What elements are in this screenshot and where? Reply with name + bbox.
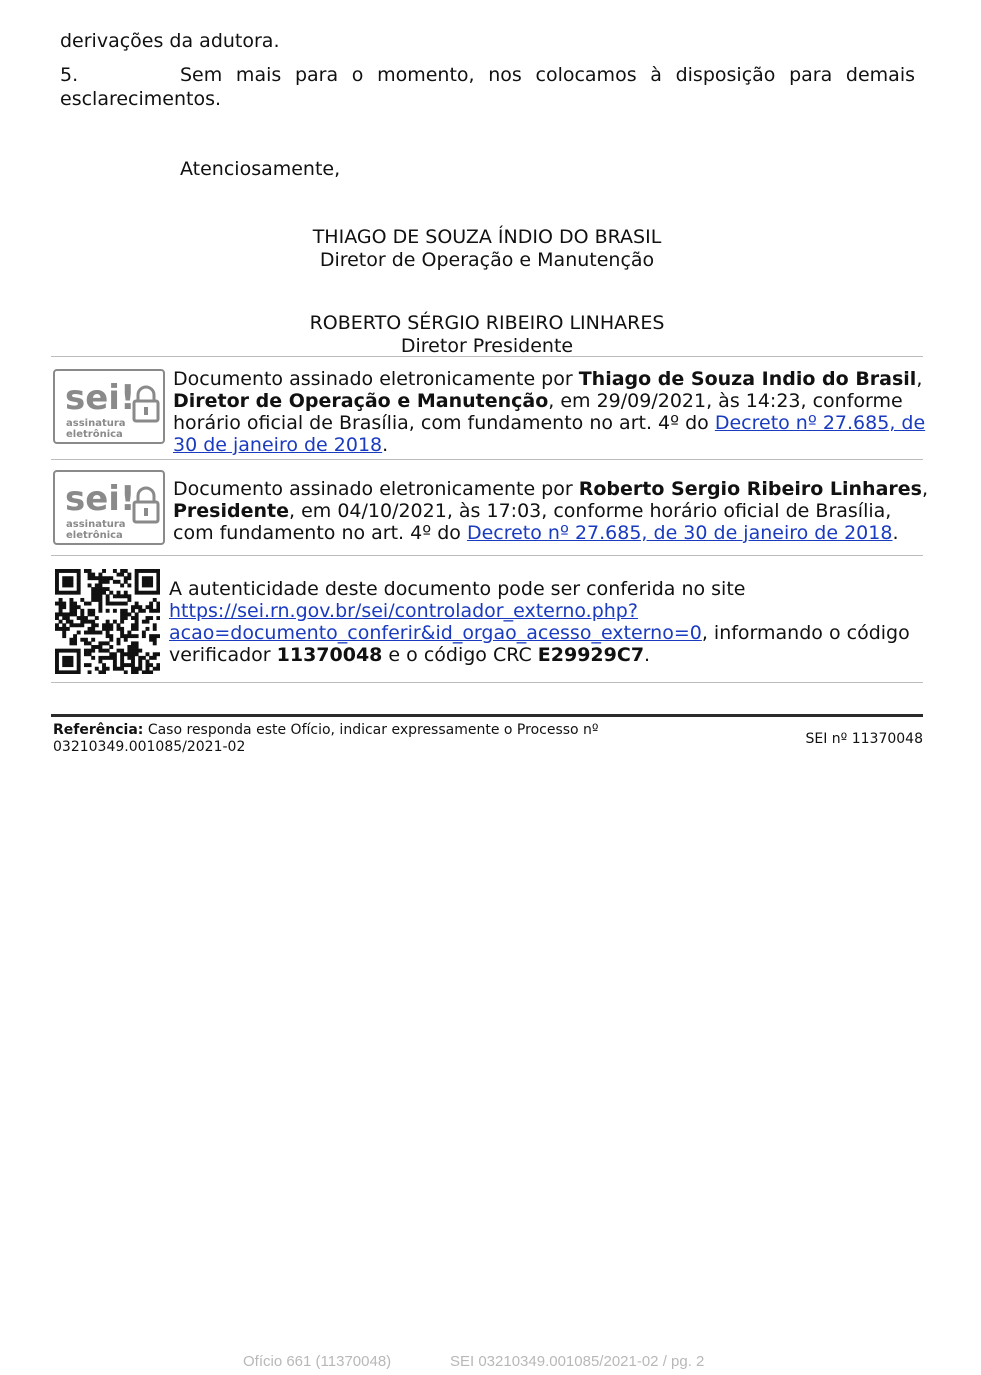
divider: [51, 682, 923, 683]
verifier-code: 11370048: [276, 644, 383, 666]
signer-name: Thiago de Souza Indio do Brasil: [578, 368, 917, 390]
sei-number: SEI nº 11370048: [805, 731, 923, 747]
paragraph-5: [60, 63, 915, 111]
signer-role: Presidente: [173, 500, 289, 522]
seal-logo: sei!: [65, 378, 136, 418]
signatory-name: THIAGO DE SOUZA ÍNDIO DO BRASIL: [312, 226, 662, 248]
qr-code: [55, 569, 160, 674]
signer-role: Diretor de Operação e Manutenção: [173, 390, 549, 412]
seal-line1: assinatura: [66, 519, 126, 530]
divider: [51, 356, 923, 357]
crc-code: E29929C7: [537, 644, 645, 666]
paragraph-number: 5.: [60, 64, 79, 86]
authenticity-line1: A autenticidade deste documento pode ser conferida no site: [169, 578, 746, 600]
seal-line2: eletrônica: [66, 429, 123, 440]
divider: [51, 459, 923, 460]
decree-link[interactable]: Decreto nº 27.685, de: [714, 412, 926, 434]
divider: [51, 555, 923, 556]
reference-label: Referência:: [53, 722, 144, 738]
sei-signature-seal: [53, 470, 165, 545]
sei-signature-seal: [53, 369, 165, 444]
paragraph-4-tail: derivações da adutora.: [60, 30, 280, 52]
closing: Atenciosamente,: [180, 158, 341, 180]
padlock-icon: [134, 488, 158, 522]
signatory-name: ROBERTO SÉRGIO RIBEIRO LINHARES: [309, 312, 665, 334]
seal-logo: sei!: [65, 479, 136, 519]
reference: Referência: Caso responda este Ofício, indicar expressamente o Processo nº 03210349.001085/2021-02: [53, 722, 733, 756]
process-number: 03210349.001085/2021-02: [53, 739, 246, 755]
decree-link-continued[interactable]: 30 de janeiro de 2018: [173, 434, 383, 456]
decree-link[interactable]: Decreto nº 27.685, de 30 de janeiro de 2018: [466, 522, 893, 544]
signatory-2: [287, 312, 687, 358]
seal-line1: assinatura: [66, 418, 126, 429]
paragraph-5-line2: esclarecimentos.: [60, 88, 222, 110]
authenticity-text: A autenticidade deste documento pode ser conferida no site https://sei.rn.gov.br/sei/controlador_externo.php? acao=documento_conferir&id_orgao_acesso_externo=0, informando o código verificador 11370048 e o código CRC E29929C7.: [169, 578, 924, 666]
signatory-role: Diretor Presidente: [400, 335, 574, 357]
signatory-1: [287, 226, 687, 272]
page-footer-left: Ofício 661 (11370048): [243, 1353, 392, 1370]
page-footer-right: SEI 03210349.001085/2021-02 / pg. 2: [450, 1353, 705, 1370]
signature-2-text: Documento assinado eletronicamente por Roberto Sergio Ribeiro Linhares, Presidente, em 04/10/2021, às 17:03, conforme horário oficial de Brasília, com fundamento no art. 4º do Decreto nº 27.685, de 30 de janeiro de 2018.: [173, 478, 929, 544]
signer-name: Roberto Sergio Ribeiro Linhares: [578, 478, 922, 500]
signatory-role: Diretor de Operação e Manutenção: [319, 249, 655, 271]
signature-1-text: Documento assinado eletronicamente por Thiago de Souza Indio do Brasil, Diretor de Operação e Manutenção, em 29/09/2021, às 14:23, conforme horário oficial de Brasília, com fundamento no art. 4º do Decreto nº 27.685, de 30 de janeiro de 2018.: [173, 368, 926, 456]
reference-divider: [51, 714, 923, 717]
seal-line2: eletrônica: [66, 530, 123, 541]
padlock-icon: [134, 387, 158, 421]
verification-url-continued[interactable]: acao=documento_conferir&id_orgao_acesso_externo=0: [169, 622, 702, 644]
paragraph-5-line1: Sem mais para o momento, nos colocamos à disposição para demais: [180, 64, 915, 86]
verification-url[interactable]: https://sei.rn.gov.br/sei/controlador_externo.php?: [169, 600, 638, 622]
